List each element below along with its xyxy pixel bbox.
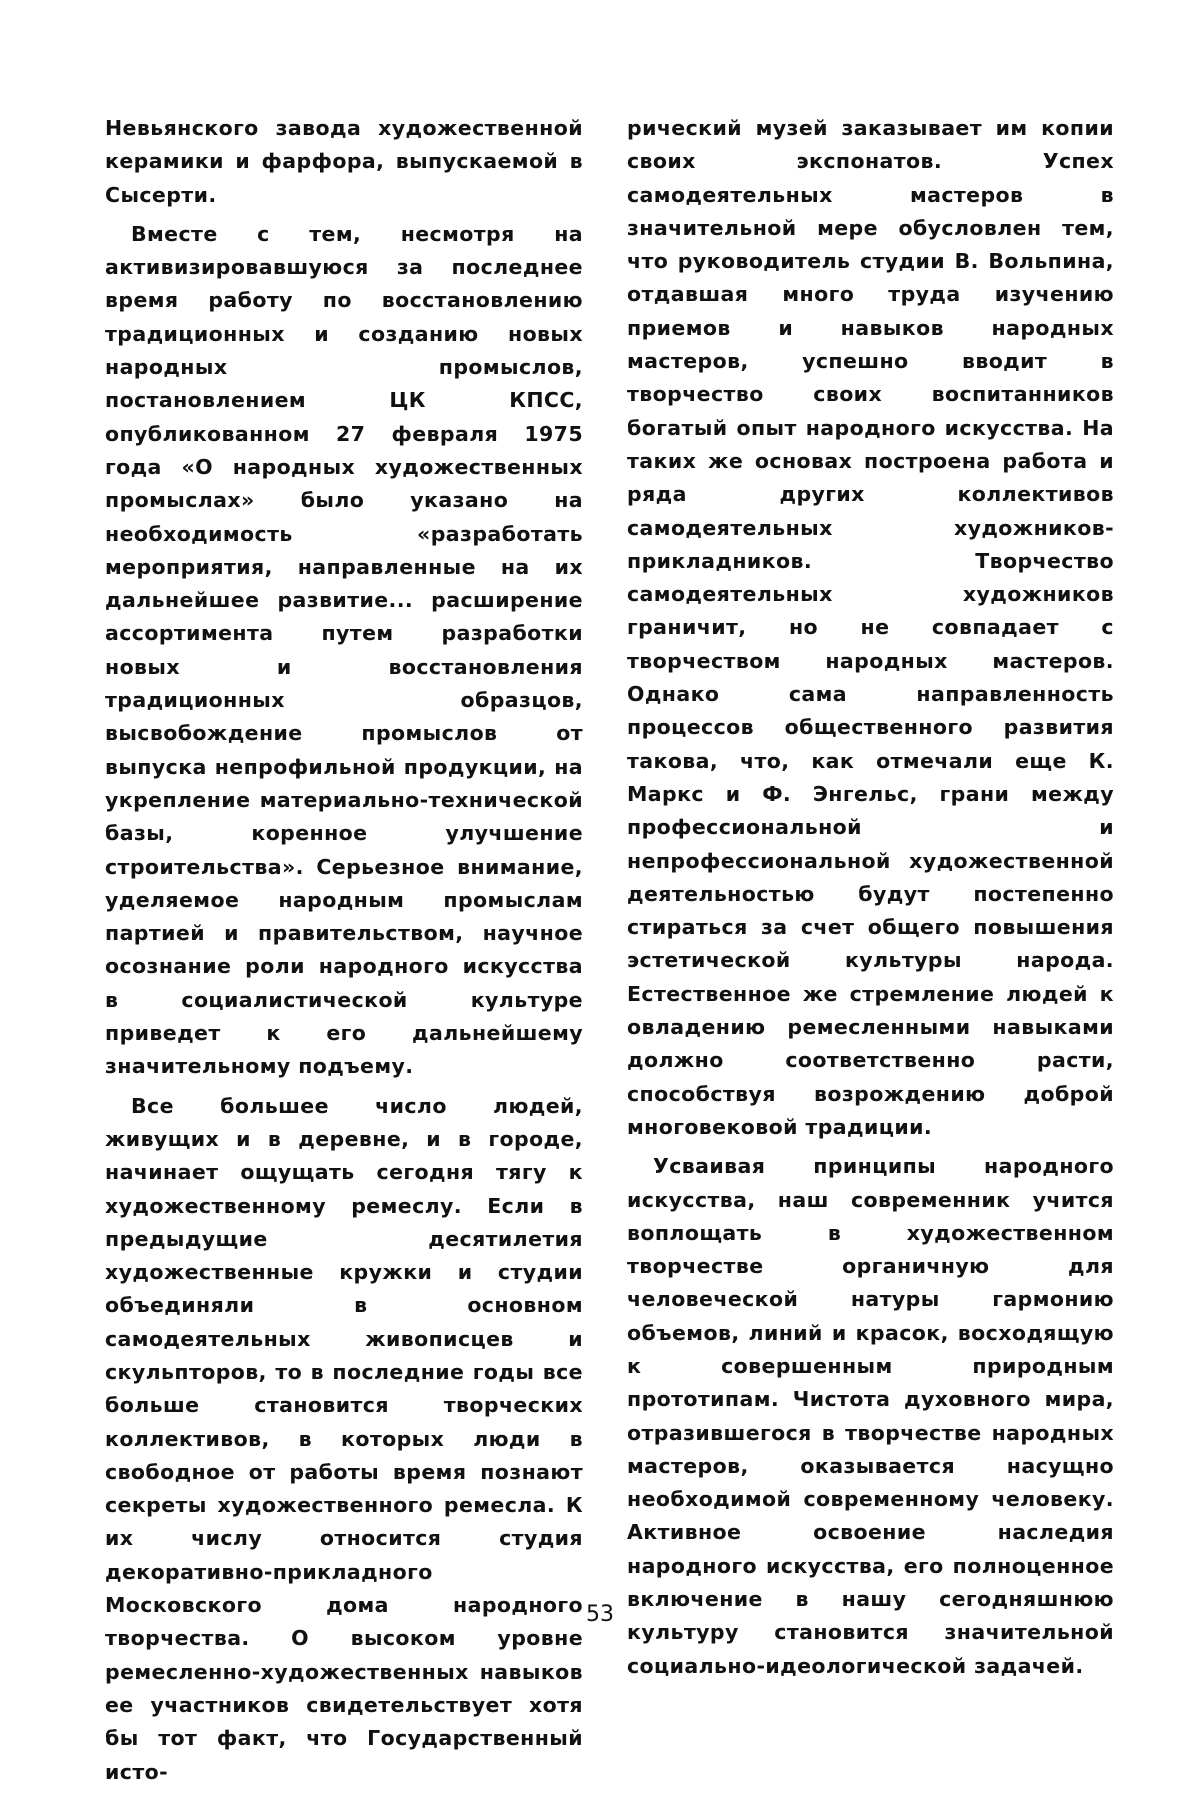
paragraph: Вместе с тем, несмотря на активизировавшуюся за последнее время работу по восстановлению традиционных и созданию новых народных промыслов, постановлением ЦК КПСС, опубликованном 27 февраля 1975 года «О народных художественных промыслах» было указано на необходимость «разработать мероприятия, направленные на их дальнейшее развитие... расширение ассортимента путем разработки новых и восстановления традиционных образцов, высвобождение промыслов от выпуска непрофильной продукции, на укрепление материально-технической базы, коренное улучшение строительства». Серьезное внимание, уделяемое народным промыслам партией и правительством, научное осознание роли народного искусства в социалистической культуре приведет к его дальнейшему значительному подъему. bbox=[105, 221, 583, 1079]
text-column-right bbox=[627, 112, 1114, 1689]
page-number: 53 bbox=[586, 1602, 614, 1627]
paragraph: рический музей заказывает им копии своих экспонатов. Успех самодеятельных мастеров в значительной мере обусловлен тем, что руководитель студии В. Вольпина, отдавшая много труда изучению приемов и навыков народных мастеров, успешно вводит в творчество своих воспитанников богатый опыт народного искусства. На таких же основах построена работа и ряда других коллективов самодеятельных художников-прикладников. Творчество самодеятельных художников граничит, но не совпадает с творчеством народных мастеров. Однако сама направленность процессов общественного развития такова, что, как отмечали еще К. Маркс и Ф. Энгельс, грани между профессиональной и непрофессиональной художественной деятельностью будут постепенно стираться за счет общего повышения эстетической культуры народа. Естественное же стремление людей к овладению ремесленными навыками должно соответственно расти, способствуя возрождению доброй многовековой традиции. bbox=[627, 116, 1114, 1139]
paragraph: Усваивая принципы народного искусства, наш современник учится воплощать в художественном творчестве органичную для человеческой натуры гармонию объемов, линий и красок, восходящую к совершенным природным прототипам. Чистота духовного мира, отразившегося в творчестве народных мастеров, оказывается насущно необходимой современному человеку. Активное освоение наследия народного искусства, его полноценное включение в нашу сегодняшнюю культуру становится значительной социально-идеологической задачей. bbox=[627, 1154, 1114, 1678]
text-column-left bbox=[105, 112, 583, 1795]
paragraph: Невьянского завода художественной керамики и фарфора, выпускаемой в Сысерти. bbox=[105, 116, 583, 207]
paragraph: Все большее число людей, живущих и в деревне, и в городе, начинает ощущать сегодня тягу к художественному ремеслу. Если в предыдущие десятилетия художественные кружки и студии объединяли в основном самодеятельных живописцев и скульпторов, то в последние годы все больше становится творческих коллективов, в которых люди в свободное от работы время познают секреты художественного ремесла. К их числу относится студия декоративно-прикладного Московского дома народного творчества. О высоком уровне ремесленно-художественных навыков ее участников свидетельствует хотя бы тот факт, что Государственный исто- bbox=[105, 1093, 583, 1784]
